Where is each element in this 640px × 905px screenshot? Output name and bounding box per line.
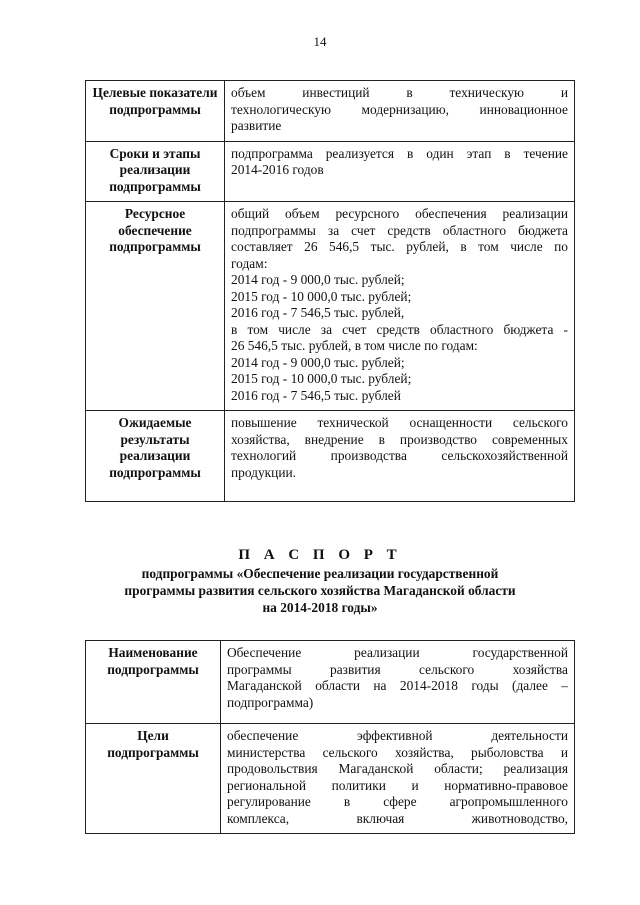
row-label-subprogram-name: Наименование подпрограммы <box>86 641 221 724</box>
text-line: повышение технической оснащенности сельского <box>231 415 568 430</box>
row-value-resource-provision <box>225 202 575 411</box>
row-label-subprogram-goals: Цели подпрограммы <box>86 724 221 834</box>
text-line: годам: <box>231 255 268 271</box>
table-row <box>86 411 575 502</box>
row-label-terms-stages: Сроки и этапы реализации подпрограммы <box>86 141 225 202</box>
table-row <box>86 724 575 834</box>
text-line: технологий производства сельскохозяйственной <box>231 448 568 463</box>
text-line: подпрограммы за счет средств областного бюджета <box>231 222 568 238</box>
text-line: Магаданской области на 2014-2018 годы (далее – <box>227 678 568 693</box>
text-line: регулирование в сфере агропромышленного <box>227 794 568 809</box>
text-line: Обеспечение реализации государственной <box>227 645 568 660</box>
text-line: программы развития сельского хозяйства <box>227 661 568 677</box>
row-label-target-indicators: Целевые показатели подпрограммы <box>86 81 225 142</box>
passport-title: П А С П О Р Т <box>238 547 402 563</box>
row-label-resource-provision: Ресурсное обеспечение подпрограммы <box>86 202 225 411</box>
text-line: хозяйства, внедрение в производство современных <box>231 431 568 447</box>
text-line: общий объем ресурсного обеспечения реализации <box>231 206 568 221</box>
row-value-target-indicators <box>225 81 575 142</box>
text-line: 2016 год - 7 546,5 тыс. рублей, <box>231 305 405 320</box>
text-line: 2016 год - 7 546,5 тыс. рублей <box>231 387 401 403</box>
text-line: технологическую модернизацию, инновационное <box>231 101 568 117</box>
text-line: 2014 год - 9 000,0 тыс. рублей; <box>231 272 405 287</box>
text-line: обеспечение эффективной деятельности <box>227 728 568 743</box>
page-number: 14 <box>313 34 327 49</box>
table-row <box>86 141 575 202</box>
text-line: 2014 год - 9 000,0 тыс. рублей; <box>231 354 405 370</box>
passport-table <box>85 640 575 834</box>
row-value-subprogram-goals <box>221 724 575 834</box>
text-line: объем инвестиций в техническую и <box>231 85 568 100</box>
passport-subtitle-line: программы развития сельского хозяйства Магаданской области <box>124 583 516 598</box>
row-label-expected-results: Ожидаемые результаты реализации подпрограммы <box>86 411 225 502</box>
text-line: в том числе за счет средств областного бюджета - <box>231 321 568 337</box>
text-line: 2014-2016 годов <box>231 162 324 177</box>
row-value-terms-stages <box>225 141 575 202</box>
row-value-subprogram-name <box>221 641 575 724</box>
table-row <box>86 202 575 411</box>
text-line: 2015 год - 10 000,0 тыс. рублей; <box>231 371 412 386</box>
text-line: продовольствия Магаданской области; реализация <box>227 761 568 776</box>
text-line: подпрограмма) <box>227 694 314 710</box>
passport-subtitle-line: на 2014-2018 годы» <box>262 600 378 615</box>
text-line: составляет 26 546,5 тыс. рублей, в том числе по <box>231 239 568 254</box>
table-row <box>86 81 575 142</box>
text-line: министерства сельского хозяйства, рыболовства и <box>227 744 568 760</box>
subprogram-table-continued <box>85 80 575 502</box>
text-line: подпрограмма реализуется в один этап в течение <box>231 145 568 161</box>
text-line: продукции. <box>231 464 297 480</box>
table-row <box>86 641 575 724</box>
text-line: региональной политики и нормативно-правовое <box>227 777 568 793</box>
row-value-expected-results <box>225 411 575 502</box>
passport-heading <box>0 545 640 616</box>
text-line: 26 546,5 тыс. рублей, в том числе по годам: <box>231 338 478 353</box>
passport-subtitle-line: подпрограммы «Обеспечение реализации государственной <box>141 566 499 581</box>
text-line: 2015 год - 10 000,0 тыс. рублей; <box>231 288 412 304</box>
text-line: развитие <box>231 118 282 133</box>
text-line: комплекса, включая животноводство, <box>227 810 568 826</box>
